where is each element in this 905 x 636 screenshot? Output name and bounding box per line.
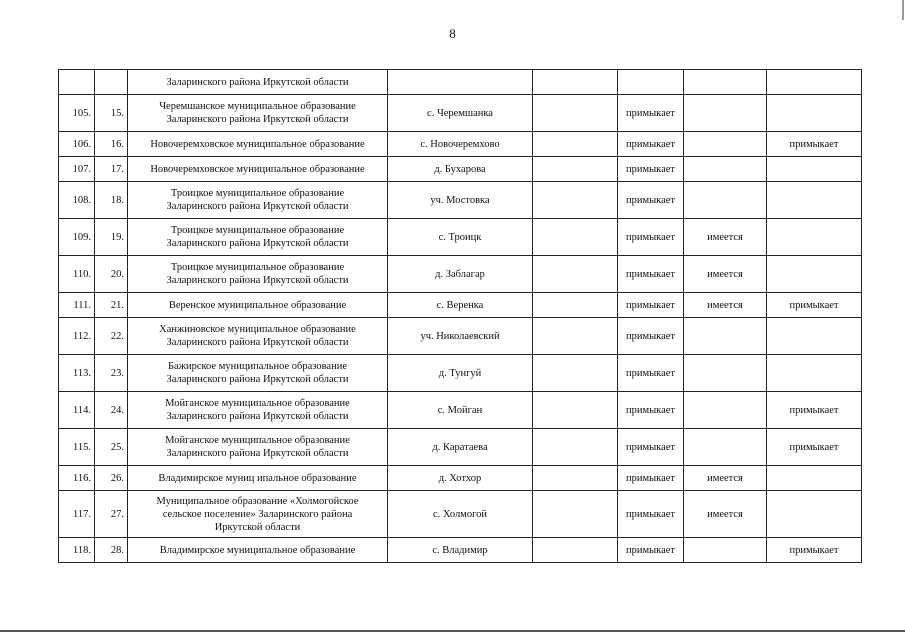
- row-sub-index-cell: 15.: [95, 95, 128, 132]
- col5-cell: [533, 538, 618, 563]
- settlement-cell: [388, 70, 533, 95]
- row-sub-index-cell: 27.: [95, 491, 128, 538]
- settlement-cell: с. Владимир: [388, 538, 533, 563]
- municipality-cell: Троицкое муниципальное образование Заларинского района Иркутской области: [128, 182, 388, 219]
- row-sub-index-cell: 20.: [95, 256, 128, 293]
- availability-cell: [684, 429, 767, 466]
- municipality-cell: Троицкое муниципальное образование Заларинского района Иркутской области: [128, 256, 388, 293]
- municipality-cell: Новочеремховское муниципальное образование: [128, 132, 388, 157]
- settlement-cell: с. Троицк: [388, 219, 533, 256]
- settlement-cell: с. Мойган: [388, 392, 533, 429]
- row-index-cell: 105.: [59, 95, 95, 132]
- adjacency-cell: примыкает: [618, 293, 684, 318]
- adjacency-2-cell: [767, 355, 862, 392]
- adjacency-2-cell: [767, 182, 862, 219]
- adjacency-cell: примыкает: [618, 538, 684, 563]
- availability-cell: имеется: [684, 256, 767, 293]
- municipality-cell: Троицкое муниципальное образование Заларинского района Иркутской области: [128, 219, 388, 256]
- adjacency-cell: примыкает: [618, 466, 684, 491]
- row-sub-index-cell: 16.: [95, 132, 128, 157]
- settlement-cell: с. Новочеремхово: [388, 132, 533, 157]
- availability-cell: имеется: [684, 293, 767, 318]
- col5-cell: [533, 70, 618, 95]
- availability-cell: имеется: [684, 491, 767, 538]
- adjacency-cell: примыкает: [618, 219, 684, 256]
- settlement-cell: уч. Николаевский: [388, 318, 533, 355]
- adjacency-2-cell: примыкает: [767, 293, 862, 318]
- table-row: [59, 132, 862, 157]
- settlement-cell: с. Холмогой: [388, 491, 533, 538]
- col5-cell: [533, 466, 618, 491]
- row-sub-index-cell: 22.: [95, 318, 128, 355]
- adjacency-cell: примыкает: [618, 132, 684, 157]
- row-index-cell: 113.: [59, 355, 95, 392]
- adjacency-cell: примыкает: [618, 355, 684, 392]
- col5-cell: [533, 256, 618, 293]
- row-index-cell: 118.: [59, 538, 95, 563]
- table-row: [59, 157, 862, 182]
- row-index-cell: 112.: [59, 318, 95, 355]
- availability-cell: [684, 538, 767, 563]
- availability-cell: имеется: [684, 466, 767, 491]
- availability-cell: [684, 95, 767, 132]
- availability-cell: [684, 132, 767, 157]
- row-sub-index-cell: 19.: [95, 219, 128, 256]
- row-index-cell: 116.: [59, 466, 95, 491]
- municipality-cell: Владимирское муниципальное образование: [128, 538, 388, 563]
- municipality-cell: Заларинского района Иркутской области: [128, 70, 388, 95]
- municipality-cell: Муниципальное образование «Холмогойское сельское поселение» Заларинского района Иркутской области: [128, 491, 388, 538]
- col5-cell: [533, 219, 618, 256]
- table-row: [59, 318, 862, 355]
- scan-right-edge: [902, 0, 904, 20]
- table-row: [59, 219, 862, 256]
- row-index-cell: 106.: [59, 132, 95, 157]
- row-index-cell: [59, 70, 95, 95]
- row-sub-index-cell: 17.: [95, 157, 128, 182]
- settlements-table: [58, 69, 862, 563]
- settlement-cell: с. Веренка: [388, 293, 533, 318]
- settlement-cell: с. Черемшанка: [388, 95, 533, 132]
- settlement-cell: д. Бухарова: [388, 157, 533, 182]
- municipality-cell: Мойганское муниципальное образование Заларинского района Иркутской области: [128, 429, 388, 466]
- municipality-cell: Новочеремховское муниципальное образование: [128, 157, 388, 182]
- table-row: [59, 538, 862, 563]
- settlement-cell: д. Каратаева: [388, 429, 533, 466]
- settlement-cell: д. Заблагар: [388, 256, 533, 293]
- settlement-cell: д. Хотхор: [388, 466, 533, 491]
- row-index-cell: 107.: [59, 157, 95, 182]
- row-sub-index-cell: 24.: [95, 392, 128, 429]
- municipality-cell: Ханжиновское муниципальное образование Заларинского района Иркутской области: [128, 318, 388, 355]
- adjacency-2-cell: [767, 491, 862, 538]
- table-row: [59, 182, 862, 219]
- row-sub-index-cell: 21.: [95, 293, 128, 318]
- settlement-cell: д. Тунгуй: [388, 355, 533, 392]
- col5-cell: [533, 355, 618, 392]
- settlement-cell: уч. Мостовка: [388, 182, 533, 219]
- col5-cell: [533, 491, 618, 538]
- adjacency-cell: примыкает: [618, 157, 684, 182]
- table-row: [59, 392, 862, 429]
- adjacency-cell: примыкает: [618, 95, 684, 132]
- adjacency-2-cell: примыкает: [767, 392, 862, 429]
- availability-cell: [684, 157, 767, 182]
- availability-cell: [684, 318, 767, 355]
- col5-cell: [533, 182, 618, 219]
- table-row: [59, 293, 862, 318]
- availability-cell: [684, 182, 767, 219]
- table-row: [59, 466, 862, 491]
- adjacency-2-cell: [767, 466, 862, 491]
- col5-cell: [533, 318, 618, 355]
- municipality-cell: Владимирское муниц ипальное образование: [128, 466, 388, 491]
- row-sub-index-cell: 25.: [95, 429, 128, 466]
- adjacency-cell: примыкает: [618, 318, 684, 355]
- row-index-cell: 109.: [59, 219, 95, 256]
- municipality-cell: Бажирское муниципальное образование Заларинского района Иркутской области: [128, 355, 388, 392]
- availability-cell: [684, 355, 767, 392]
- row-sub-index-cell: 26.: [95, 466, 128, 491]
- col5-cell: [533, 132, 618, 157]
- table-row: [59, 256, 862, 293]
- table-row-continuation: [59, 70, 862, 95]
- row-index-cell: 115.: [59, 429, 95, 466]
- row-sub-index-cell: 18.: [95, 182, 128, 219]
- row-index-cell: 108.: [59, 182, 95, 219]
- adjacency-cell: примыкает: [618, 491, 684, 538]
- row-sub-index-cell: 28.: [95, 538, 128, 563]
- adjacency-cell: примыкает: [618, 392, 684, 429]
- adjacency-2-cell: примыкает: [767, 132, 862, 157]
- col5-cell: [533, 392, 618, 429]
- row-index-cell: 117.: [59, 491, 95, 538]
- adjacency-2-cell: [767, 95, 862, 132]
- availability-cell: имеется: [684, 219, 767, 256]
- col5-cell: [533, 95, 618, 132]
- row-index-cell: 110.: [59, 256, 95, 293]
- row-index-cell: 111.: [59, 293, 95, 318]
- adjacency-cell: примыкает: [618, 256, 684, 293]
- col6-cell: [618, 70, 684, 95]
- col7-cell: [684, 70, 767, 95]
- adjacency-2-cell: [767, 256, 862, 293]
- scan-bottom-edge: [0, 630, 905, 632]
- col8-cell: [767, 70, 862, 95]
- table-row: [59, 429, 862, 466]
- row-sub-index-cell: [95, 70, 128, 95]
- adjacency-2-cell: [767, 318, 862, 355]
- adjacency-2-cell: [767, 219, 862, 256]
- row-sub-index-cell: 23.: [95, 355, 128, 392]
- municipality-cell: Мойганское муниципальное образование Заларинского района Иркутской области: [128, 392, 388, 429]
- page-number: 8: [449, 26, 456, 41]
- municipality-cell: Черемшанское муниципальное образование Заларинского района Иркутской области: [128, 95, 388, 132]
- table-row: [59, 355, 862, 392]
- col5-cell: [533, 293, 618, 318]
- table-row: [59, 95, 862, 132]
- adjacency-2-cell: примыкает: [767, 429, 862, 466]
- table-row: [59, 491, 862, 538]
- row-index-cell: 114.: [59, 392, 95, 429]
- adjacency-2-cell: примыкает: [767, 538, 862, 563]
- col5-cell: [533, 429, 618, 466]
- col5-cell: [533, 157, 618, 182]
- adjacency-cell: примыкает: [618, 182, 684, 219]
- municipality-cell: Веренское муниципальное образование: [128, 293, 388, 318]
- availability-cell: [684, 392, 767, 429]
- adjacency-2-cell: [767, 157, 862, 182]
- adjacency-cell: примыкает: [618, 429, 684, 466]
